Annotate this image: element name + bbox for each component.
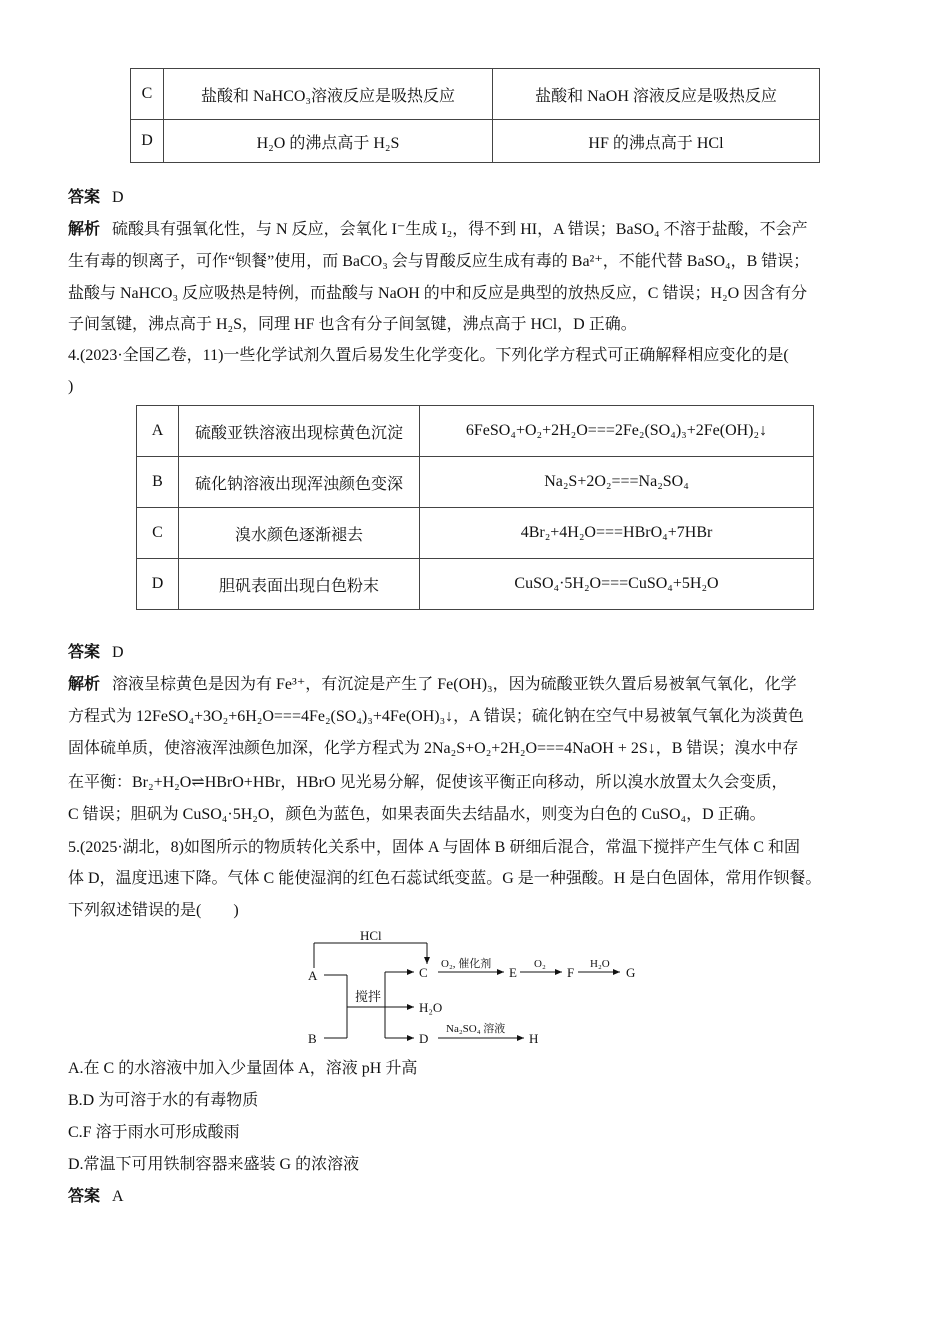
answer-label: 答案 — [68, 644, 101, 661]
node-c: C — [419, 965, 428, 980]
q3-analysis-line: 子间氢键，沸点高于 H₂S，同理 HF 也含有分子间氢键，沸点高于 HCl，D 正确。 — [68, 316, 637, 333]
node-h: H — [529, 1031, 539, 1046]
equation-cell: CuSO₄·5H₂O===CuSO₄+5H₂O — [420, 559, 814, 610]
water-label: H₂O — [590, 958, 610, 970]
node-f: F — [567, 965, 575, 980]
hcl-label: HCl — [360, 928, 382, 943]
q3-analysis-line: 盐酸与 NaHCO₃ 反应吸热是特例，而盐酸与 NaOH 的中和反应是典型的放热反应，C 错误；H₂O 因含有分 — [68, 285, 808, 302]
analysis-text: 溶液呈棕黄色是因为有 Fe³⁺，有沉淀是产生了 Fe(OH)₃，因为硫酸亚铁久置后易被氧气氧化，化学 — [112, 676, 797, 693]
q5-stem: 下列叙述错误的是( ) — [68, 902, 239, 919]
equation-cell: 4Br₂+4H₂O===HBrO₄+7HBr — [420, 508, 814, 559]
row-label: C — [137, 508, 179, 559]
q4-analysis-line: 在平衡：Br₂+H₂O⇌HBrO+HBr，HBrO 见光易分解，促使该平衡正向移动，所以溴水放置太久会变质， — [68, 774, 788, 791]
q5-answer — [68, 1187, 124, 1207]
table-row — [137, 508, 814, 559]
change-cell: 硫酸亚铁溶液出现棕黄色沉淀 — [179, 406, 420, 457]
q3-answer — [68, 188, 124, 208]
q5-stem: 体 D，温度迅速下降。气体 C 能使湿润的红色石蕊试纸变蓝。G 是一种强酸。H 是白色固体，常用作钡餐。 — [68, 870, 822, 887]
option-d: D.常温下可用铁制容器来盛装 G 的浓溶液 — [68, 1156, 360, 1173]
change-cell: 硫化钠溶液出现浑浊颜色变深 — [179, 457, 420, 508]
comparison-table-top — [130, 68, 820, 163]
q3-analysis-line — [68, 220, 808, 240]
table-row — [131, 69, 820, 120]
analysis-text: 硫酸具有强氧化性，与 N 反应，会氧化 I⁻生成 I₂，得不到 HI，A 错误；BaSO₄ 不溶于盐酸，不会产 — [112, 221, 808, 238]
statement-right: 盐酸和 NaOH 溶液反应是吸热反应 — [493, 69, 820, 120]
row-label: B — [137, 457, 179, 508]
row-label: C — [131, 69, 164, 120]
option-b: B.D 为可溶于水的有毒物质 — [68, 1092, 259, 1109]
row-label: D — [137, 559, 179, 610]
q4-answer — [68, 643, 124, 663]
q4-stem: 4.(2023·全国乙卷，11)一些化学试剂久置后易发生化学变化。下列化学方程式可正确解释相应变化的是( — [68, 347, 789, 364]
equation-cell: 6FeSO₄+O₂+2H₂O===2Fe₂(SO₄)₃+2Fe(OH)₂↓ — [420, 406, 814, 457]
statement-left: H₂O 的沸点高于 H₂S — [164, 120, 493, 163]
q4-stem: ) — [68, 378, 74, 395]
table-row — [131, 120, 820, 163]
node-d: D — [419, 1031, 429, 1046]
table-row — [137, 559, 814, 610]
water-product: H₂O — [419, 1000, 443, 1015]
equation-cell: Na₂S+2O₂===Na₂SO₄ — [420, 457, 814, 508]
o2-catalyst-label: O₂, 催化剂 — [441, 958, 492, 970]
change-cell: 胆矾表面出现白色粉末 — [179, 559, 420, 610]
answer-label: 答案 — [68, 1188, 101, 1205]
q4-analysis-line: 固体硫单质，使溶液浑浊颜色加深，化学方程式为 2Na₂S+O₂+2H₂O===4NaOH + 2S↓，B 错误；溴水中存 — [68, 740, 799, 757]
reagent-table — [136, 405, 814, 610]
answer-value: D — [112, 189, 124, 206]
q4-analysis-line — [68, 675, 797, 695]
answer-value: D — [112, 644, 124, 661]
sodium-sulfate-label: Na₂SO₄ 溶液 — [446, 1023, 506, 1035]
table-row — [137, 406, 814, 457]
node-e: E — [509, 965, 517, 980]
answer-value: A — [112, 1188, 124, 1205]
statement-right: HF 的沸点高于 HCl — [493, 120, 820, 163]
row-label: D — [131, 120, 164, 163]
q4-analysis-line: 方程式为 12FeSO₄+3O₂+6H₂O===4Fe₂(SO₄)₃+4Fe(OH)₃↓，A 错误；硫化钠在空气中易被氧气氧化为淡黄色 — [68, 708, 804, 725]
analysis-label: 解析 — [68, 221, 101, 238]
o2-label: O₂ — [534, 958, 546, 970]
answer-label: 答案 — [68, 189, 101, 206]
table-row — [137, 457, 814, 508]
node-g: G — [626, 965, 636, 980]
row-label: A — [137, 406, 179, 457]
node-b: B — [308, 1031, 317, 1046]
option-c: C.F 溶于雨水可形成酸雨 — [68, 1124, 240, 1141]
analysis-label: 解析 — [68, 676, 101, 693]
q4-analysis-line: C 错误；胆矾为 CuSO₄·5H₂O，颜色为蓝色，如果表面失去结晶水，则变为白色的 CuSO₄，D 正确。 — [68, 806, 766, 823]
node-a: A — [308, 968, 318, 983]
statement-left: 盐酸和 NaHCO₃溶液反应是吸热反应 — [164, 69, 493, 120]
conversion-diagram — [300, 928, 660, 1050]
option-a: A.在 C 的水溶液中加入少量固体 A，溶液 pH 升高 — [68, 1060, 418, 1077]
change-cell: 溴水颜色逐渐褪去 — [179, 508, 420, 559]
q5-stem: 5.(2025·湖北，8)如图所示的物质转化关系中，固体 A 与固体 B 研细后混合，常温下搅拌产生气体 C 和固 — [68, 839, 801, 856]
q3-analysis-line: 生有毒的钡离子，可作“钡餐”使用，而 BaCO₃ 会与胃酸反应生成有毒的 Ba²⁺，不能代替 BaSO₄，B 错误； — [68, 253, 810, 270]
stir-label: 搅拌 — [355, 989, 382, 1004]
